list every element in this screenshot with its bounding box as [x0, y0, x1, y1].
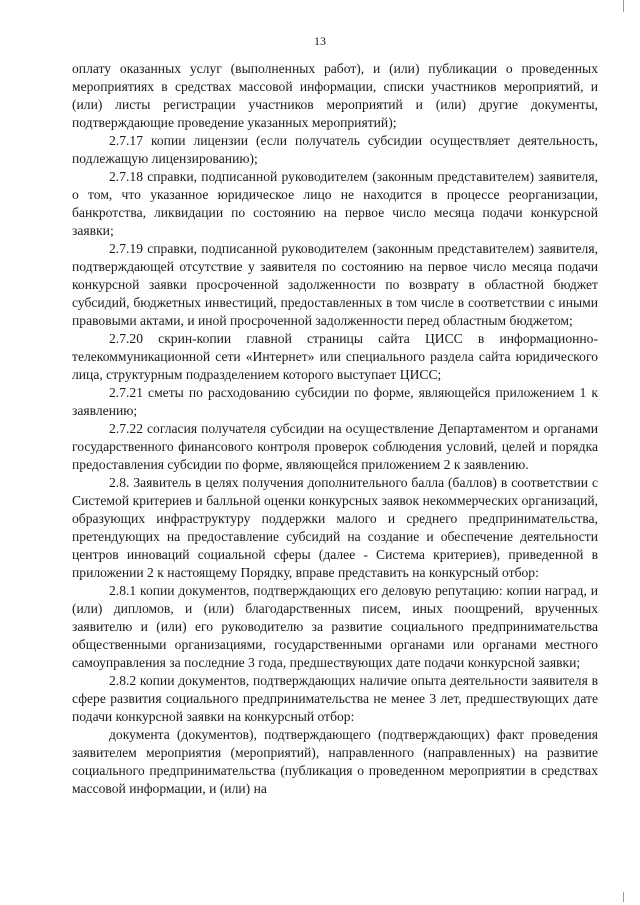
paragraph-2-8-2: 2.8.2 копии документов, подтверждающих наличие опыта деятельности заявителя в сфере развития социального предпринимательства не менее 3 лет, предшествующих дате подачи конкурсной заявки на конкурсный отбор:: [72, 673, 598, 724]
paragraph-2-7-17: 2.7.17 копии лицензии (если получатель субсидии осуществляет деятельность, подлежащую лицензированию);: [72, 133, 598, 166]
paragraph: оплату оказанных услуг (выполненных работ), и (или) публикации о проведенных мероприятиях в средствах массовой информации, списки участников мероприятий, и (или) листы регистрации участников мероприятий и (или) другие документы, подтверждающие проведение указанных мероприятий);: [72, 61, 598, 130]
scan-mark: [623, 892, 624, 902]
paragraph-2-7-21: 2.7.21 сметы по расходованию субсидии по форме, являющейся приложением 1 к заявлению;: [72, 385, 598, 418]
document-body: [72, 60, 598, 798]
paragraph-2-7-18: 2.7.18 справки, подписанной руководителем (законным представителем) заявителя, о том, что указанное юридическое лицо не находится в процессе реорганизации, банкротства, ликвидации по состоянию на первое число месяца подачи конкурсной заявки;: [72, 169, 598, 238]
paragraph-document-list: документа (документов), подтверждающего (подтверждающих) факт проведения заявителем мероприятия (мероприятий), направленного (направленных) на развитие социального предпринимательства (публикация о проведенном мероприятии в средствах массовой информации, и (или) на: [72, 727, 598, 796]
paragraph-2-8-1: 2.8.1 копии документов, подтверждающих его деловую репутацию: копии наград, и (или) дипломов, и (или) благодарственных писем, иных поощрений, врученных заявителю и (или) его руководителю за развитие социального предпринимательства общественными организациями, государственными органами или органами местного самоуправления за последние 3 года, предшествующих дате подачи конкурсной заявки;: [72, 583, 598, 670]
paragraph-2-7-20: 2.7.20 скрин-копии главной страницы сайта ЦИСС в информационно-телекоммуникационной сети «Интернет» или специального раздела сайта юридического лица, структурным подразделением которого выступает ЦИСС;: [72, 331, 598, 382]
paragraph-2-7-22: 2.7.22 согласия получателя субсидии на осуществление Департаментом и органами государственного финансового контроля проверок соблюдения условий, целей и порядка предоставления субсидии по форме, являющейся приложением 2 к заявлению.: [72, 421, 598, 472]
paragraph-2-7-19: 2.7.19 справки, подписанной руководителем (законным представителем) заявителя, подтверждающей отсутствие у заявителя по состоянию на первое число месяца подачи конкурсной заявки просроченной задолженности по возврату в областной бюджет субсидий, бюджетных инвестиций, предоставленных в том числе в соответствии с иными правовыми актами, и иной просроченной задолженности перед областным бюджетом;: [72, 241, 598, 328]
paragraph-2-8: 2.8. Заявитель в целях получения дополнительного балла (баллов) в соответствии с Системой критериев и балльной оценки конкурсных заявок некоммерческих организаций, образующих инфраструктуру поддержки малого и среднего предпринимательства, претендующих на предоставление субсидий на создание и обеспечение деятельности центров инноваций социальной сферы (далее - Система критериев), приведенной в приложении 2 к настоящему Порядку, вправе представить на конкурсный отбор:: [72, 475, 598, 580]
page-number: 13: [314, 34, 326, 48]
scan-mark: [623, 0, 624, 12]
